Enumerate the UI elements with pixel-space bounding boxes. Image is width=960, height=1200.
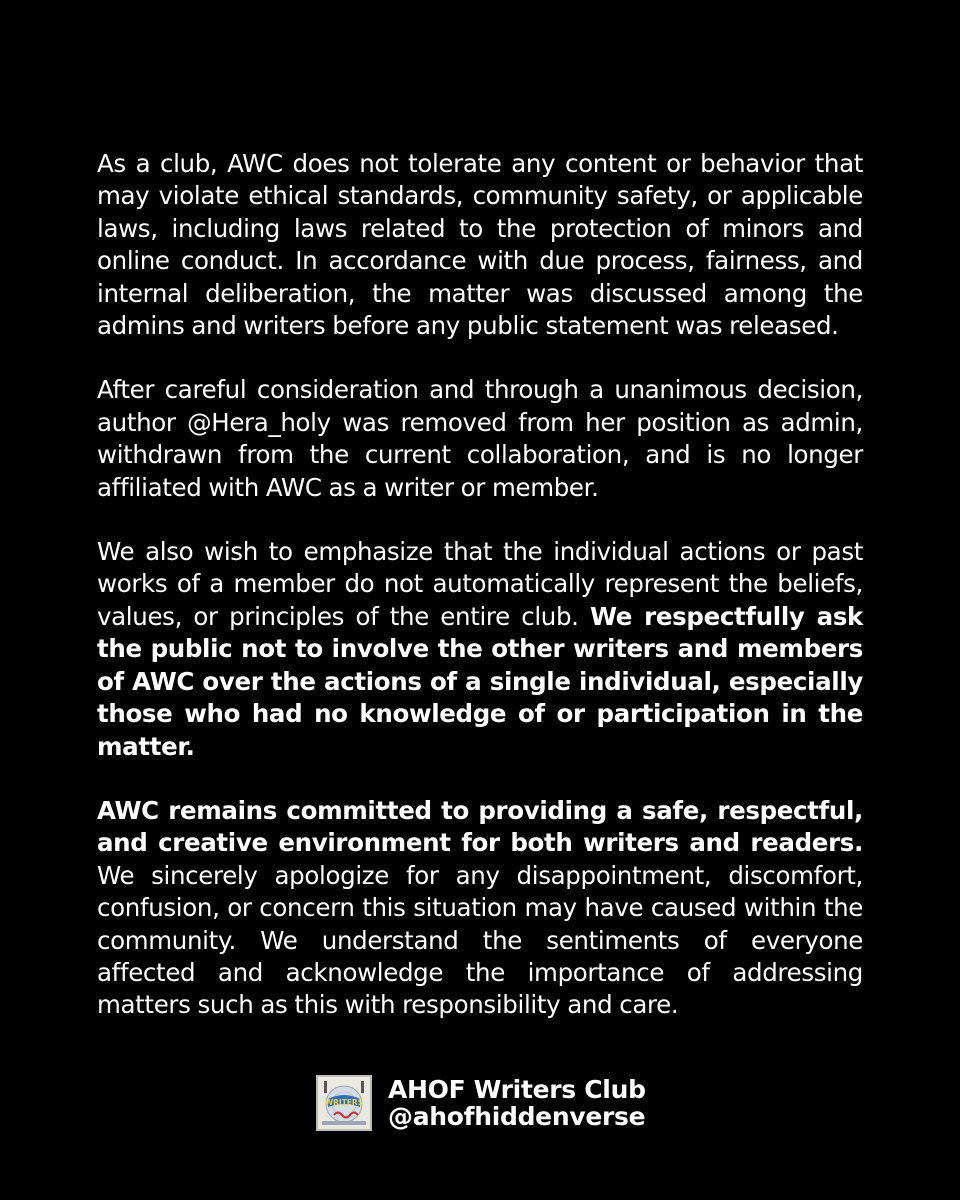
paragraph-2 xyxy=(97,374,863,504)
svg-text:WRITERS: WRITERS xyxy=(324,1098,364,1107)
paragraph-4 xyxy=(97,795,863,1022)
paragraph-1-text: As a club, AWC does not tolerate any content or behavior that may violate ethical standards, community safety, or applicable laws, including laws related to the protection of minors and online conduct. In accordance with due process, fairness, and internal deliberation, the matter was discussed among the admins and writers before any public statement was released. xyxy=(97,149,863,341)
club-handle: @ahofhiddenverse xyxy=(388,1102,646,1131)
paragraph-3-regular-text: We also wish to emphasize that the individual actions or past works of a member do not automatically represent the beliefs, values, or principles of the entire club. xyxy=(97,537,863,631)
paragraph-4-regular-text: We sincerely apologize for any disappointment, discomfort, confusion, or concern this situation may have caused within the community. We understand the sentiments of everyone affected and acknowledge the importance of addressing matters such as this with responsibility and care. xyxy=(97,860,863,1020)
club-logo xyxy=(316,1075,372,1131)
signature-footer xyxy=(316,1075,646,1131)
club-brand xyxy=(388,1076,646,1130)
writers-club-logo-icon xyxy=(318,1077,370,1129)
paragraph-3-bold-text: We respectfully ask the public not to involve the other writers and members of AWC over the actions of a single individual, especially those who had no knowledge of or participation in the matter. xyxy=(97,601,863,761)
paragraph-4-bold-text: AWC remains committed to providing a safe, respectful, and creative environment for both writers and readers. xyxy=(97,795,863,858)
paragraph-1 xyxy=(97,148,863,342)
paragraph-3 xyxy=(97,536,863,763)
statement-body xyxy=(97,148,863,1054)
paragraph-2-text: After careful consideration and through a unanimous decision, author @Hera_holy was removed from her position as admin, withdrawn from the current collaboration, and is no longer affiliated with AWC as a writer or member. xyxy=(97,375,863,502)
club-name: AHOF Writers Club xyxy=(388,1075,646,1104)
